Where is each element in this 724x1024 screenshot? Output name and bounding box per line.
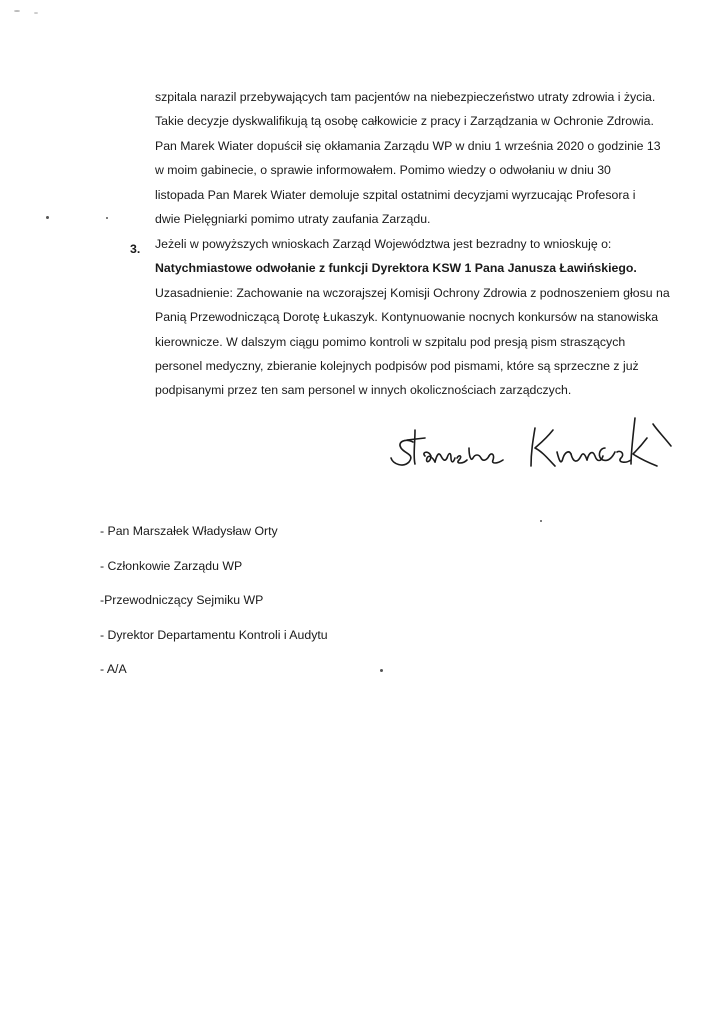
text-line: dwie Pielęgniarki pomimo utraty zaufania Zarządu. [155,212,431,227]
text-line: kierownicze. W dalszym ciągu pomimo kontroli w szpitalu pod presją pism straszących [155,334,626,349]
item-request: Natychmiastowe odwołanie z funkcji Dyrektora KSW 1 Pana Janusza Ławińskiego. [155,261,637,276]
recipient-item: - A/A [100,662,127,676]
item-intro: Jeżeli w powyższych wnioskach Zarząd Województwa jest bezradny to wnioskuję o: [155,237,612,251]
text-line: personel medyczny, zbieranie kolejnych podpisów pod pismami, które są sprzeczne z już [155,359,639,374]
text-line: listopada Pan Marek Wiater demoluje szpital ostatnimi decyzjami wyrzucając Profesora i [155,187,636,202]
recipient-item: -Przewodniczący Sejmiku WP [100,593,264,607]
text-line: Pan Marek Wiater dopuścił się okłamania Zarządu WP w dniu 1 września 2020 o godzinie 13 [155,138,661,153]
handwritten-signature [385,408,695,478]
text-line: podpisanymi przez ten sam personel w innych okolicznościach zarządczych. [155,383,572,398]
text-line: szpitala narazil przebywających tam pacjentów na niebezpieczeństwo utraty zdrowia i życia. [155,90,656,104]
text-line: Uzasadnienie: Zachowanie na wczorajszej Komisji Ochrony Zdrowia z podnoszeniem głosu na [155,285,670,300]
recipients-list [100,524,328,697]
recipient-item: - Pan Marszałek Władysław Orty [100,524,278,538]
scan-speck [14,10,20,12]
item-number: 3. [130,242,141,256]
text-line: w moim gabinecie, o sprawie informowałem. Pomimo wiedzy o odwołaniu w dniu 30 [155,163,611,178]
text-line: Takie decyzje dyskwalifikują tą osobę całkowicie z pracy i Zarządzania w Ochronie Zdrowia. [155,114,654,129]
continuation-paragraph [155,85,675,231]
scan-speck [380,669,383,672]
item-3-paragraph [155,232,675,403]
recipient-item: - Członkowie Zarządu WP [100,558,243,573]
scan-speck [46,216,49,219]
recipient-item: - Dyrektor Departamentu Kontroli i Audytu [100,627,328,642]
scan-speck [540,520,542,522]
scan-speck [34,12,38,14]
text-line: Panią Przewodniczącą Dorotę Łukaszyk. Kontynuowanie nocnych konkursów na stanowiska [155,310,659,325]
scan-speck [106,217,108,219]
